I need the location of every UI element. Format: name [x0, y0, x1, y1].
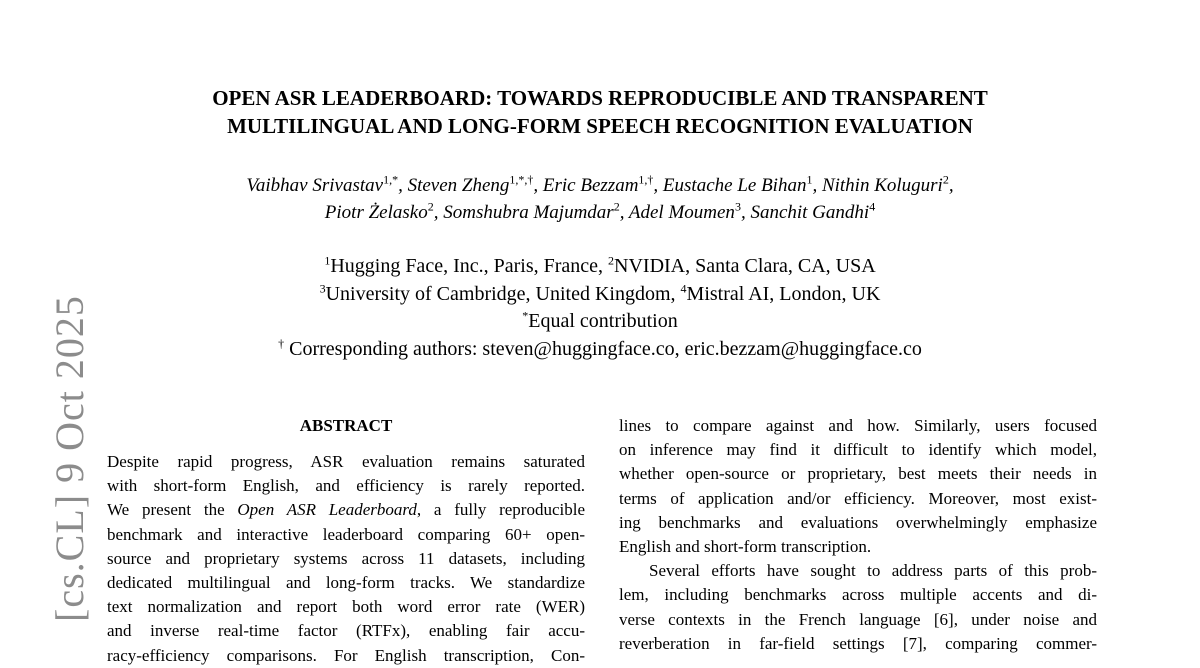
author-name: Nithin Koluguri [821, 175, 943, 196]
author-separator: , [740, 202, 751, 223]
equal-text: Equal contribution [528, 310, 678, 332]
author-name: Piotr Żelasko [324, 202, 428, 223]
author-line [100, 172, 1100, 199]
author-separator: , [948, 175, 954, 196]
body-line: on inference may find it difficult to identify which model, [619, 440, 1097, 460]
body-line: lem, including benchmarks across multiple accents and di- [619, 585, 1097, 605]
author-separator: , [398, 175, 408, 196]
body-line: English and short-form transcription. [619, 537, 872, 557]
left-column [107, 414, 585, 668]
author-affil-mark: 1,*,† [509, 172, 534, 187]
author-name: Adel Moumen [628, 202, 735, 223]
author-name: Eric Bezzam [542, 175, 639, 196]
author-separator: , [533, 175, 543, 196]
affil-mark: 1 [324, 253, 331, 268]
abstract-heading: ABSTRACT [299, 416, 393, 435]
author-affil-mark: 2 [427, 199, 434, 214]
affiliation-line [100, 281, 1100, 309]
abstract-line [107, 498, 585, 522]
author-affil-mark: 1,† [638, 172, 654, 187]
author-separator: , [653, 175, 663, 196]
arxiv-stamp: [cs.CL] 9 Oct 2025 [47, 295, 92, 622]
dagger-mark: † [278, 335, 285, 350]
body-line: reverberation in far-field settings [7], comparing commer- [619, 633, 1097, 653]
leaderboard-name: Open ASR Leaderboard [237, 500, 417, 520]
corresponding-authors-note [100, 336, 1100, 364]
affiliation-line [100, 253, 1100, 281]
author-affil-mark: 1 [806, 172, 813, 187]
corresponding-text: Corresponding authors: steven@huggingface.co, eric.bezzam@huggingface.co [284, 337, 922, 360]
affil-text: Mistral AI, London, UK [686, 282, 881, 305]
author-line [100, 199, 1100, 226]
body-line: lines to compare against and how. Similarly, users focused [619, 416, 1097, 435]
abstract-line: source and proprietary systems across 11 datasets, including [107, 548, 585, 568]
author-separator: , [619, 202, 629, 223]
affil-text: Hugging Face, Inc., Paris, France, [330, 255, 609, 277]
body-line: whether open-source or proprietary, best meets their needs in [619, 464, 1097, 484]
abstract-line: text normalization and report both word error rate (WER) [107, 597, 585, 617]
affil-mark: 4 [680, 280, 687, 295]
abstract-line: with short-form English, and efficiency is rarely reported. [107, 476, 585, 496]
author-affil-mark: 1,* [383, 172, 399, 187]
author-name: Steven Zheng [407, 175, 510, 196]
author-name: Eustache Le Bihan [662, 175, 807, 196]
author-name: Somshubra Majumdar [443, 202, 614, 223]
author-separator: , [812, 175, 822, 196]
affil-text: University of Cambridge, United Kingdom, [325, 282, 681, 305]
abstract-line: benchmark and interactive leaderboard comparing 60+ open- [107, 524, 585, 544]
author-list [100, 172, 1100, 226]
author-name: Sanchit Gandhi [750, 202, 870, 223]
author-name: Vaibhav Srivastav [246, 175, 384, 196]
paper-title [100, 84, 1100, 140]
author-affil-mark: 2 [942, 172, 949, 187]
right-column [619, 414, 1097, 656]
abstract-text: , a fully reproducible [416, 500, 585, 520]
abstract-line: dedicated multilingual and long-form tracks. We standardize [107, 573, 585, 593]
affiliations [100, 253, 1100, 363]
abstract-line: Despite rapid progress, ASR evaluation remains saturated [107, 452, 585, 471]
equal-mark: * [522, 308, 529, 323]
abstract-line: racy-efficiency comparisons. For English transcription, Con- [107, 645, 585, 665]
title-line: MULTILINGUAL AND LONG-FORM SPEECH RECOGNITION EVALUATION [227, 114, 973, 138]
author-affil-mark: 2 [613, 199, 620, 214]
body-line: verse contexts in the French language [6], under noise and [619, 609, 1097, 629]
equal-contribution-note [100, 308, 1100, 336]
abstract-text: We present the [107, 500, 238, 520]
title-line: OPEN ASR LEADERBOARD: TOWARDS REPRODUCIBLE AND TRANSPARENT [212, 86, 988, 110]
abstract-line: and inverse real-time factor (RTFx), enabling fair accu- [107, 621, 585, 641]
body-line: Several efforts have sought to address parts of this prob- [649, 561, 1097, 581]
body-line: ing benchmarks and evaluations overwhelmingly emphasize [619, 512, 1097, 532]
affil-text: NVIDIA, Santa Clara, CA, USA [614, 255, 876, 277]
author-separator: , [433, 202, 444, 223]
affil-mark: 2 [608, 253, 615, 268]
affil-mark: 3 [319, 280, 326, 295]
author-affil-mark: 4 [869, 199, 876, 214]
body-line: terms of application and/or efficiency. Moreover, most exist- [619, 488, 1097, 508]
author-affil-mark: 3 [734, 199, 741, 214]
